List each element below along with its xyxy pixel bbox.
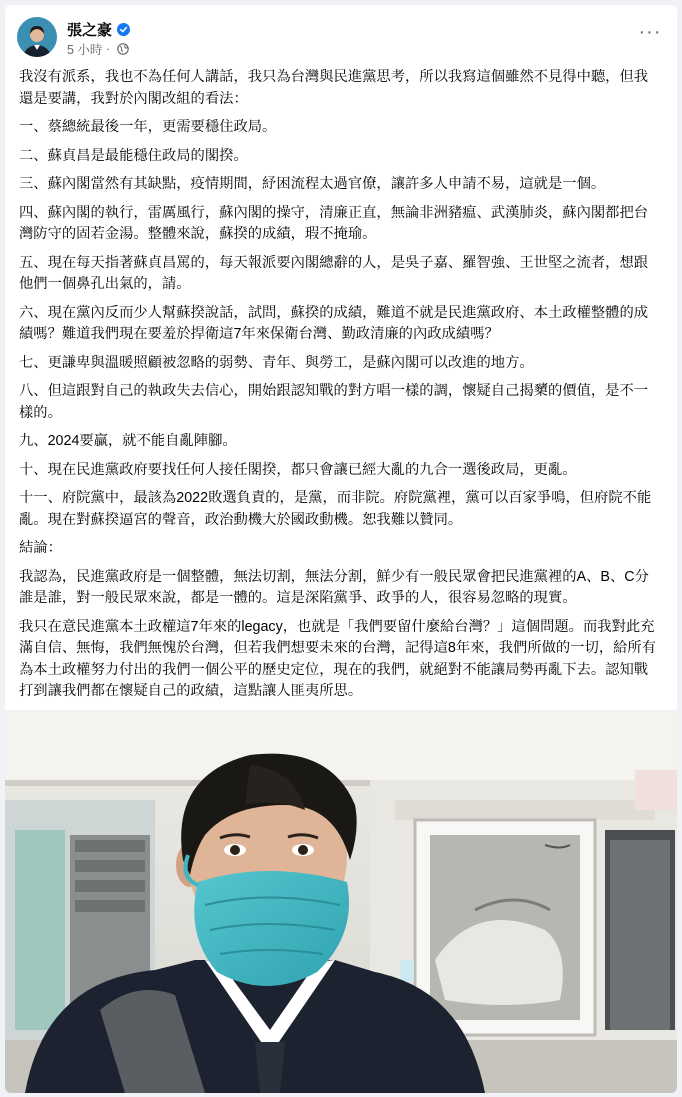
verified-badge-icon: [117, 23, 130, 36]
post-paragraph: 我沒有派系，我也不為任何人講話，我只為台灣與民進黨思考，所以我寫這個雖然不見得中聽，但我還是要講，我對於內閣改組的看法：: [19, 69, 649, 107]
meta-separator: ·: [105, 42, 111, 56]
post-photo[interactable]: [5, 710, 677, 1093]
author-name[interactable]: 張之豪: [67, 22, 113, 39]
post-paragraph: 我只在意民進黨本土政權這7年來的legacy，也就是「我們要留什麼給台灣？」這個問題。而我對此充滿自信、無悔，我們無愧於台灣，但若我們想要未來的台灣，記得這8年來，我們所做的一切，給所有為本土政權努力付出的我們一個公平的歷史定位，現在的我們，就絕對不能讓局勢再亂下去。認知戰打到讓我們都在懷疑自己的政績，這點讓人匪夷所思。: [19, 618, 657, 699]
post-paragraph: 五、現在每天指著蘇貞昌罵的，每天報派要內閣總辭的人，是吳子嘉、羅智強、王世堅之流者，想跟他們一個鼻孔出氣的，請。: [19, 254, 649, 292]
post-header: [17, 15, 665, 65]
post-paragraph: 九、2024要贏，就不能自亂陣腳。: [19, 433, 237, 449]
author-name-row: [67, 19, 130, 40]
post-paragraph: 一、蔡總統最後一年，更需要穩住政局。: [19, 119, 277, 135]
facebook-post-card: [5, 5, 677, 1093]
post-paragraph: 結論：: [19, 540, 62, 556]
post-paragraph: 七、更謙卑與溫暖照顧被忽略的弱勢、青年、與勞工，是蘇內閣可以改進的地方。: [19, 354, 534, 371]
post-timestamp[interactable]: 5 小時: [67, 43, 103, 57]
post-paragraph: 我認為，民進黨政府是一個整體，無法切割，無法分割，鮮少有一般民眾會把民進黨裡的A、B、C分誰是誰，對一般民眾來說，都是一體的。這是深陷黨爭、政爭的人，很容易忽略的現實。: [19, 568, 649, 606]
post-paragraph: 十、現在民進黨政府要找任何人接任閣揆，都只會讓已經大亂的九合一選後政局，更亂。: [19, 461, 577, 478]
post-text: [19, 67, 661, 738]
post-meta: [67, 40, 129, 58]
post-paragraph: 四、蘇內閣的執行，雷厲風行，蘇內閣的操守，清廉正直，無論非洲豬瘟、武漢肺炎，蘇內閣都把台灣防守的固若金湯。整體來說，蘇揆的成績，瑕不掩瑜。: [19, 204, 649, 242]
more-options-icon[interactable]: ···: [638, 21, 662, 43]
post-paragraph: 八、但這跟對自己的執政失去信心，開始跟認知戰的對方唱一樣的調，懷疑自己揭櫫的價值，是不一樣的。: [19, 383, 649, 421]
post-paragraph: 六、現在黨內反而少人幫蘇揆說話，試問，蘇揆的成績，難道不就是民進黨政府、本土政權整體的成績嗎？難道我們現在要羞於捍衛這7年來保衛台灣、勤政清廉的內政成績嗎？: [19, 304, 649, 342]
post-paragraph: 十一、府院黨中，最該為2022敗選負責的，是黨，而非院。府院黨裡，黨可以百家爭鳴，但府院不能亂。現在對蘇揆逼宮的聲音，政治動機大於國政動機。恕我難以贊同。: [19, 490, 652, 528]
post-paragraph: 三、蘇內閣當然有其缺點，疫情期間，紓困流程太過官僚，讓許多人申請不易，這就是一個。: [19, 176, 606, 192]
post-paragraph: 二、蘇貞昌是最能穩住政局的閣揆。: [19, 147, 248, 164]
globe-icon[interactable]: [117, 43, 129, 55]
author-avatar[interactable]: [17, 17, 57, 57]
